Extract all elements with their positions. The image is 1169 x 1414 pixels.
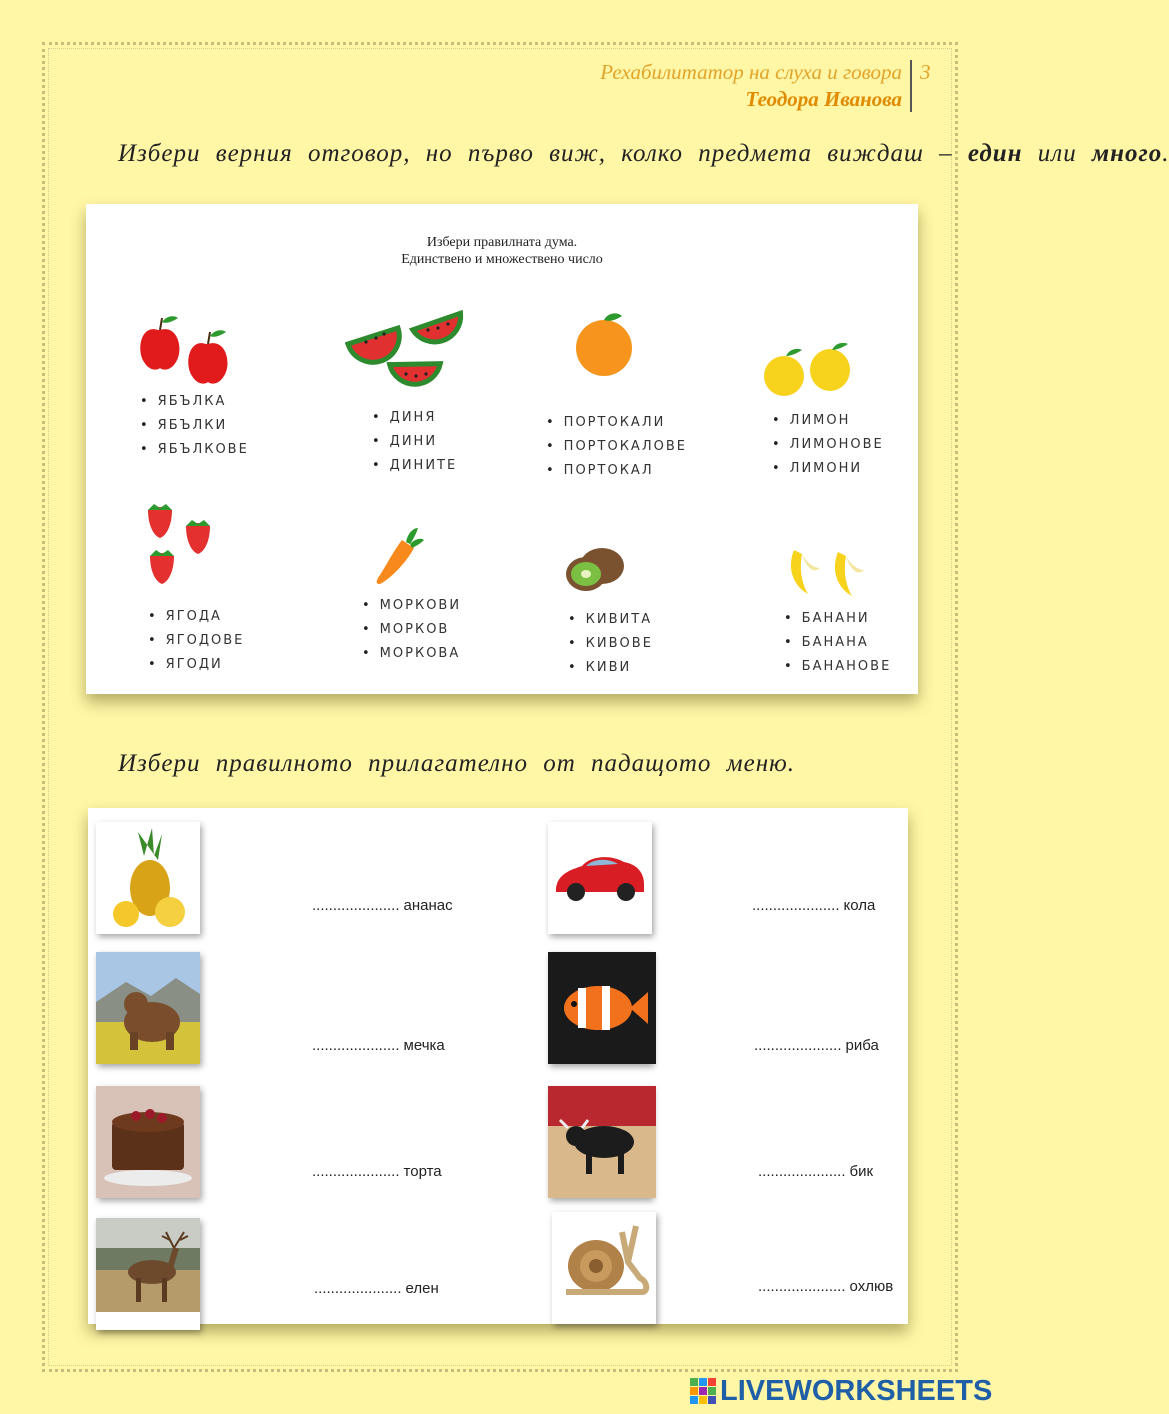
bull-photo	[548, 1086, 652, 1198]
option-item[interactable]: • ДИНИ	[372, 434, 438, 449]
strawberry-options	[148, 605, 244, 677]
instruction-1	[118, 140, 1169, 168]
deer-photo	[96, 1218, 200, 1330]
instruction-1-text-b: или	[1022, 140, 1092, 167]
option-item[interactable]: • ДИНИТЕ	[372, 458, 458, 473]
option-label: ЯБЪЛКОВЕ	[157, 442, 249, 457]
header-divider	[910, 60, 912, 112]
blank-cake[interactable]	[312, 1163, 442, 1180]
liveworksheets-logo	[690, 1374, 993, 1408]
option-item[interactable]: • ДИНЯ	[372, 410, 437, 425]
option-label: ЯГОДА	[165, 609, 222, 624]
option-label: ЛИМОНОВЕ	[789, 437, 884, 452]
header-title: Рехабилитатор на слуха и говора	[600, 60, 902, 84]
option-item[interactable]: • БАНАНА	[784, 635, 869, 650]
option-label: МОРКОВИ	[379, 598, 462, 613]
bear-photo	[96, 952, 200, 1064]
option-label: ДИНИ	[389, 434, 438, 449]
option-item[interactable]: • КИВИТА	[568, 612, 653, 627]
blank-dots: .....................	[754, 1037, 842, 1054]
liveworksheets-logo-icon	[690, 1378, 716, 1408]
option-label: ДИНЯ	[389, 410, 437, 425]
noun-label: елен	[405, 1280, 439, 1297]
lemons-icon	[762, 340, 857, 400]
exercise-title	[86, 234, 918, 268]
blank-dots: .....................	[314, 1280, 402, 1297]
option-item[interactable]: • БАНАНИ	[784, 611, 870, 626]
strawberries-icon	[144, 502, 218, 592]
noun-label: риба	[845, 1037, 879, 1054]
car-photo	[548, 822, 652, 934]
clownfish-photo	[548, 952, 652, 1064]
lemon-options	[772, 409, 884, 481]
orange-options	[546, 411, 687, 483]
option-item[interactable]: • ПОРТОКАЛОВЕ	[546, 439, 687, 454]
option-item[interactable]: • КИВОВЕ	[568, 636, 653, 651]
option-label: КИВОВЕ	[585, 636, 653, 651]
noun-label: кола	[843, 897, 876, 914]
adjective-exercise-card	[88, 808, 908, 1324]
blank-dots: .....................	[312, 1163, 400, 1180]
bananas-icon	[780, 544, 872, 600]
watermelons-icon	[344, 314, 469, 394]
option-label: ПОРТОКАЛ	[563, 463, 654, 478]
header-author: Теодора Иванова	[745, 87, 902, 111]
orange-icon	[572, 310, 636, 380]
blank-deer[interactable]	[314, 1280, 439, 1297]
exercise-title-line-1: Избери правилната дума.	[426, 235, 578, 250]
option-item[interactable]: • ЛИМОНИ	[772, 461, 863, 476]
option-item[interactable]: • КИВИ	[568, 660, 632, 675]
option-item[interactable]: • МОРКОВИ	[362, 598, 462, 613]
blank-dots: .....................	[752, 897, 840, 914]
blank-bear[interactable]	[312, 1037, 445, 1054]
option-item[interactable]: • ЯБЪЛКА	[140, 394, 227, 409]
option-label: ЯБЪЛКА	[157, 394, 227, 409]
option-item[interactable]: • ЯБЪЛКИ	[140, 418, 228, 433]
option-item[interactable]: • ЛИМОН	[772, 413, 851, 428]
blank-dots: .....................	[758, 1278, 846, 1295]
carrot-options	[362, 594, 461, 666]
option-item[interactable]: • ЯГОДИ	[148, 657, 223, 672]
option-item[interactable]: • МОРКОВ	[362, 622, 450, 637]
option-label: ЛИМОН	[789, 413, 851, 428]
kiwi-icon	[564, 546, 626, 594]
noun-label: бик	[849, 1163, 874, 1180]
kiwi-options	[568, 608, 653, 680]
blank-car[interactable]	[752, 897, 875, 914]
blank-pineapple[interactable]	[312, 897, 453, 914]
noun-label: торта	[403, 1163, 442, 1180]
watermelon-options	[372, 406, 457, 478]
instruction-1-word-many: много	[1091, 140, 1163, 167]
option-label: БАНАНА	[801, 635, 869, 650]
instruction-1-word-one: един	[967, 140, 1023, 167]
instruction-1-text-c: .	[1162, 140, 1169, 167]
option-label: БАНАНИ	[801, 611, 870, 626]
option-label: КИВИТА	[585, 612, 653, 627]
fruit-exercise-card	[86, 204, 918, 694]
blank-dots: .....................	[312, 897, 400, 914]
carrot-icon	[374, 526, 426, 588]
liveworksheets-logo-text: LIVEWORKSHEETS	[720, 1375, 993, 1407]
option-item[interactable]: • ЛИМОНОВЕ	[772, 437, 884, 452]
option-item[interactable]: • ЯГОДОВЕ	[148, 633, 245, 648]
blank-dots: .....................	[758, 1163, 846, 1180]
option-label: КИВИ	[585, 660, 632, 675]
blank-snail[interactable]	[758, 1278, 893, 1295]
option-label: ПОРТОКАЛОВЕ	[563, 439, 687, 454]
header	[600, 58, 902, 112]
option-label: ЯБЪЛКИ	[157, 418, 228, 433]
noun-label: мечка	[403, 1037, 445, 1054]
option-label: МОРКОВ	[379, 622, 450, 637]
option-item[interactable]: • ЯБЪЛКОВЕ	[140, 442, 249, 457]
snail-photo	[552, 1212, 656, 1324]
apple-options	[140, 390, 249, 462]
option-label: БАНАНОВЕ	[801, 659, 892, 674]
blank-fish[interactable]	[754, 1037, 879, 1054]
option-label: ЯГОДОВЕ	[165, 633, 245, 648]
exercise-title-line-2: Единствено и множествено число	[401, 252, 603, 267]
pineapple-photo	[96, 822, 200, 934]
option-label: ПОРТОКАЛИ	[563, 415, 666, 430]
option-label: ЯГОДИ	[165, 657, 223, 672]
apples-icon	[136, 310, 231, 390]
page-number: 3	[920, 60, 931, 84]
option-label: ДИНИТЕ	[389, 458, 458, 473]
option-label: МОРКОВА	[379, 646, 461, 661]
option-label: ЛИМОНИ	[789, 461, 863, 476]
noun-label: ананас	[403, 897, 453, 914]
instruction-1-text-a: Избери верния отговор, но първо виж, колко предмета виждаш –	[118, 140, 968, 167]
blank-bull[interactable]	[758, 1163, 873, 1180]
option-item[interactable]: • ПОРТОКАЛ	[546, 463, 654, 478]
option-item[interactable]: • МОРКОВА	[362, 646, 461, 661]
blank-dots: .....................	[312, 1037, 400, 1054]
banana-options	[784, 607, 891, 679]
cake-photo	[96, 1086, 200, 1198]
option-item[interactable]: • ЯГОДА	[148, 609, 222, 624]
option-item[interactable]: • ПОРТОКАЛИ	[546, 415, 666, 430]
option-item[interactable]: • БАНАНОВЕ	[784, 659, 892, 674]
noun-label: охлюв	[849, 1278, 894, 1295]
instruction-2: Избери правилното прилагателно от падащото меню.	[118, 750, 795, 777]
